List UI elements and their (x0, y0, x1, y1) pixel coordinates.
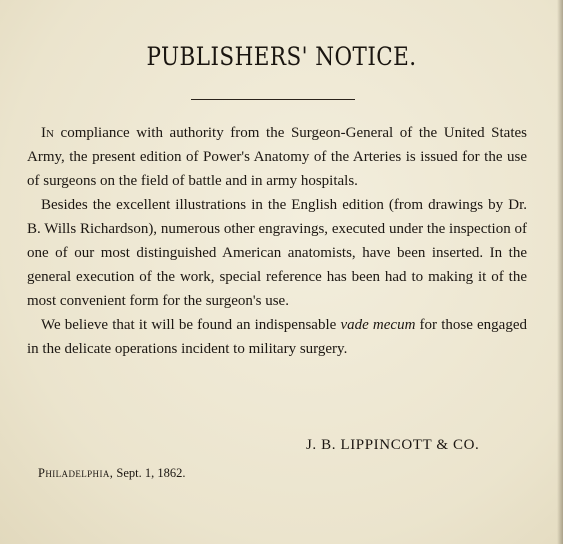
publisher-signature: J. B. LIPPINCOTT & CO. (306, 437, 480, 453)
dateline (38, 466, 186, 481)
dateline-date: Sept. 1, 1862. (113, 466, 186, 480)
notice-body (27, 121, 527, 361)
paragraph-compliance (27, 121, 527, 193)
paragraph-vade-mecum (27, 313, 527, 361)
page-title: PUBLISHERS' NOTICE. (146, 42, 417, 71)
paragraph-lead-word: In (41, 125, 54, 141)
paragraph-italic-phrase: vade mecum (340, 317, 416, 333)
paragraph-illustrations (27, 193, 527, 313)
title-divider (191, 99, 355, 100)
paragraph-text-after: for those engaged in the delicate operations incident to military surgery. (27, 317, 527, 357)
paragraph-text: Besides the excellent illustrations in the English edition (from drawings by Dr. B. Wills Richardson), numerous other engravings, executed under the inspection of one of our most distinguished American anatomists, have been inserted. In the general execution of the work, special reference has been had to making it of the most convenient form for the surgeon's use. (27, 197, 527, 309)
paragraph-text: compliance with authority from the Surgeon-General of the United States Army, the present edition of Power's Anatomy of the Arteries is issued for the use of surgeons on the field of battle and in army hospitals. (27, 125, 527, 189)
paragraph-text-before: We believe that it will be found an indispensable (41, 317, 341, 333)
dateline-place: Philadelphia, (38, 466, 114, 480)
page-edge-shadow (557, 0, 563, 544)
